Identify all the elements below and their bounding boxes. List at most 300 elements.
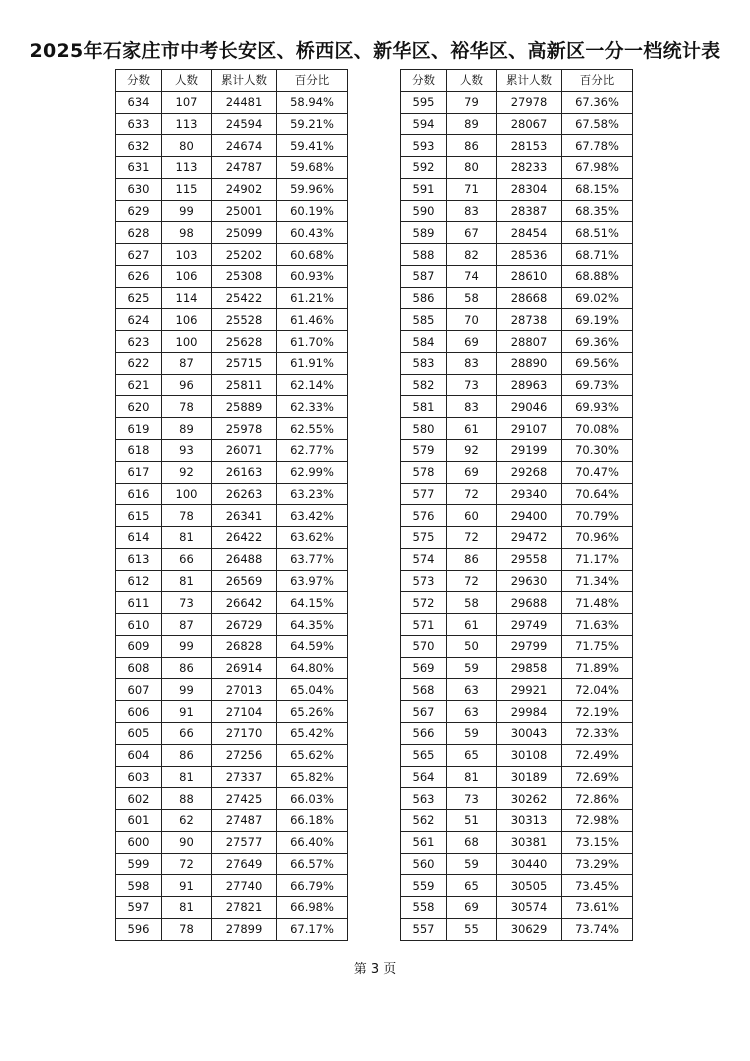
table-row <box>116 744 348 766</box>
cell-cumulative: 29268 <box>497 461 562 483</box>
cell-percentage: 72.04% <box>562 679 633 701</box>
cell-score: 593 <box>401 135 447 157</box>
cell-count: 73 <box>447 374 497 396</box>
cell-count: 69 <box>447 461 497 483</box>
cell-score: 588 <box>401 244 447 266</box>
table-row <box>401 461 633 483</box>
cell-percentage: 69.19% <box>562 309 633 331</box>
table-row <box>401 483 633 505</box>
cell-score: 579 <box>401 440 447 462</box>
cell-count: 93 <box>162 440 212 462</box>
cell-percentage: 69.36% <box>562 331 633 353</box>
cell-percentage: 66.98% <box>277 897 348 919</box>
cell-cumulative: 27425 <box>212 788 277 810</box>
table-row <box>401 135 633 157</box>
cell-count: 72 <box>447 570 497 592</box>
cell-percentage: 62.99% <box>277 461 348 483</box>
cell-percentage: 63.77% <box>277 548 348 570</box>
table-row <box>116 135 348 157</box>
cell-percentage: 72.33% <box>562 722 633 744</box>
table-row <box>401 200 633 222</box>
cell-cumulative: 27256 <box>212 744 277 766</box>
cell-score: 608 <box>116 657 162 679</box>
header-cumulative: 累计人数 <box>497 70 562 92</box>
cell-count: 98 <box>162 222 212 244</box>
cell-count: 90 <box>162 831 212 853</box>
table-row <box>116 766 348 788</box>
table-row <box>401 396 633 418</box>
cell-score: 591 <box>401 178 447 200</box>
cell-count: 80 <box>162 135 212 157</box>
cell-count: 78 <box>162 396 212 418</box>
cell-score: 559 <box>401 875 447 897</box>
cell-percentage: 70.96% <box>562 527 633 549</box>
cell-percentage: 72.49% <box>562 744 633 766</box>
cell-count: 72 <box>447 483 497 505</box>
cell-percentage: 69.73% <box>562 374 633 396</box>
cell-percentage: 69.56% <box>562 352 633 374</box>
cell-score: 595 <box>401 91 447 113</box>
cell-percentage: 71.34% <box>562 570 633 592</box>
cell-cumulative: 28153 <box>497 135 562 157</box>
cell-count: 113 <box>162 157 212 179</box>
cell-cumulative: 28067 <box>497 113 562 135</box>
cell-score: 592 <box>401 157 447 179</box>
cell-percentage: 71.17% <box>562 548 633 570</box>
cell-cumulative: 25628 <box>212 331 277 353</box>
cell-score: 604 <box>116 744 162 766</box>
cell-score: 587 <box>401 265 447 287</box>
cell-cumulative: 30505 <box>497 875 562 897</box>
cell-cumulative: 25889 <box>212 396 277 418</box>
cell-cumulative: 28536 <box>497 244 562 266</box>
cell-cumulative: 27649 <box>212 853 277 875</box>
cell-cumulative: 26071 <box>212 440 277 462</box>
cell-cumulative: 28963 <box>497 374 562 396</box>
cell-score: 590 <box>401 200 447 222</box>
cell-count: 66 <box>162 548 212 570</box>
header-count: 人数 <box>162 70 212 92</box>
cell-count: 65 <box>447 875 497 897</box>
cell-cumulative: 27013 <box>212 679 277 701</box>
cell-count: 106 <box>162 309 212 331</box>
table-row <box>401 440 633 462</box>
cell-count: 61 <box>447 418 497 440</box>
cell-count: 51 <box>447 810 497 832</box>
table-row <box>401 592 633 614</box>
cell-count: 59 <box>447 853 497 875</box>
cell-count: 69 <box>447 897 497 919</box>
cell-percentage: 66.18% <box>277 810 348 832</box>
cell-count: 86 <box>447 135 497 157</box>
cell-count: 88 <box>162 788 212 810</box>
table-row <box>116 200 348 222</box>
cell-cumulative: 28738 <box>497 309 562 331</box>
cell-cumulative: 27487 <box>212 810 277 832</box>
cell-cumulative: 30262 <box>497 788 562 810</box>
cell-cumulative: 29688 <box>497 592 562 614</box>
cell-cumulative: 29749 <box>497 614 562 636</box>
cell-cumulative: 29107 <box>497 418 562 440</box>
cell-count: 81 <box>162 766 212 788</box>
cell-percentage: 65.62% <box>277 744 348 766</box>
cell-score: 563 <box>401 788 447 810</box>
table-row <box>116 483 348 505</box>
cell-count: 70 <box>447 309 497 331</box>
cell-cumulative: 29858 <box>497 657 562 679</box>
cell-score: 631 <box>116 157 162 179</box>
cell-cumulative: 25811 <box>212 374 277 396</box>
cell-count: 73 <box>447 788 497 810</box>
cell-count: 100 <box>162 331 212 353</box>
cell-score: 630 <box>116 178 162 200</box>
table-row <box>401 331 633 353</box>
table-header-row <box>401 70 633 92</box>
cell-cumulative: 30574 <box>497 897 562 919</box>
cell-cumulative: 27821 <box>212 897 277 919</box>
table-row <box>401 722 633 744</box>
cell-score: 625 <box>116 287 162 309</box>
cell-count: 67 <box>447 222 497 244</box>
cell-percentage: 66.57% <box>277 853 348 875</box>
table-row <box>116 265 348 287</box>
table-row <box>401 635 633 657</box>
cell-percentage: 72.69% <box>562 766 633 788</box>
cell-percentage: 73.29% <box>562 853 633 875</box>
table-row <box>116 592 348 614</box>
cell-cumulative: 29558 <box>497 548 562 570</box>
cell-cumulative: 29340 <box>497 483 562 505</box>
cell-percentage: 73.15% <box>562 831 633 853</box>
cell-score: 569 <box>401 657 447 679</box>
cell-cumulative: 27337 <box>212 766 277 788</box>
cell-count: 81 <box>162 527 212 549</box>
cell-cumulative: 30189 <box>497 766 562 788</box>
table-row <box>116 505 348 527</box>
cell-count: 113 <box>162 113 212 135</box>
cell-score: 606 <box>116 701 162 723</box>
cell-score: 583 <box>401 352 447 374</box>
cell-score: 610 <box>116 614 162 636</box>
cell-score: 628 <box>116 222 162 244</box>
table-row <box>401 918 633 940</box>
cell-cumulative: 25422 <box>212 287 277 309</box>
cell-percentage: 58.94% <box>277 91 348 113</box>
cell-score: 586 <box>401 287 447 309</box>
cell-percentage: 63.97% <box>277 570 348 592</box>
header-percentage: 百分比 <box>277 70 348 92</box>
cell-cumulative: 25099 <box>212 222 277 244</box>
cell-cumulative: 29630 <box>497 570 562 592</box>
cell-count: 62 <box>162 810 212 832</box>
cell-cumulative: 30108 <box>497 744 562 766</box>
cell-cumulative: 30629 <box>497 918 562 940</box>
cell-score: 603 <box>116 766 162 788</box>
cell-cumulative: 26729 <box>212 614 277 636</box>
cell-cumulative: 27577 <box>212 831 277 853</box>
table-row <box>116 244 348 266</box>
cell-count: 50 <box>447 635 497 657</box>
cell-percentage: 73.45% <box>562 875 633 897</box>
table-row <box>401 701 633 723</box>
cell-percentage: 71.89% <box>562 657 633 679</box>
table-row <box>401 788 633 810</box>
cell-percentage: 60.93% <box>277 265 348 287</box>
cell-count: 74 <box>447 265 497 287</box>
cell-cumulative: 26828 <box>212 635 277 657</box>
cell-score: 607 <box>116 679 162 701</box>
cell-count: 86 <box>447 548 497 570</box>
table-row <box>116 396 348 418</box>
table-row <box>401 853 633 875</box>
cell-cumulative: 29472 <box>497 527 562 549</box>
score-table-left <box>115 69 348 941</box>
cell-score: 561 <box>401 831 447 853</box>
cell-score: 617 <box>116 461 162 483</box>
cell-score: 567 <box>401 701 447 723</box>
cell-cumulative: 25308 <box>212 265 277 287</box>
cell-percentage: 72.98% <box>562 810 633 832</box>
cell-percentage: 64.35% <box>277 614 348 636</box>
cell-score: 627 <box>116 244 162 266</box>
table-row <box>116 331 348 353</box>
cell-score: 574 <box>401 548 447 570</box>
cell-score: 626 <box>116 265 162 287</box>
table-row <box>116 461 348 483</box>
cell-cumulative: 24787 <box>212 157 277 179</box>
cell-percentage: 71.63% <box>562 614 633 636</box>
cell-count: 55 <box>447 918 497 940</box>
page-number: 第 3 页 <box>353 962 397 977</box>
table-row <box>401 157 633 179</box>
cell-count: 63 <box>447 701 497 723</box>
table-row <box>401 352 633 374</box>
cell-count: 115 <box>162 178 212 200</box>
cell-score: 605 <box>116 722 162 744</box>
cell-percentage: 60.43% <box>277 222 348 244</box>
cell-percentage: 66.03% <box>277 788 348 810</box>
cell-cumulative: 28610 <box>497 265 562 287</box>
cell-count: 89 <box>162 418 212 440</box>
cell-score: 558 <box>401 897 447 919</box>
table-row <box>401 505 633 527</box>
table-row <box>116 352 348 374</box>
cell-count: 92 <box>447 440 497 462</box>
cell-count: 82 <box>447 244 497 266</box>
cell-percentage: 62.77% <box>277 440 348 462</box>
cell-count: 78 <box>162 505 212 527</box>
cell-count: 73 <box>162 592 212 614</box>
cell-cumulative: 27740 <box>212 875 277 897</box>
cell-count: 60 <box>447 505 497 527</box>
cell-cumulative: 29400 <box>497 505 562 527</box>
cell-count: 72 <box>162 853 212 875</box>
cell-cumulative: 28233 <box>497 157 562 179</box>
cell-percentage: 64.15% <box>277 592 348 614</box>
cell-score: 612 <box>116 570 162 592</box>
cell-cumulative: 29984 <box>497 701 562 723</box>
cell-percentage: 61.21% <box>277 287 348 309</box>
cell-percentage: 65.82% <box>277 766 348 788</box>
table-row <box>116 853 348 875</box>
cell-percentage: 67.58% <box>562 113 633 135</box>
cell-percentage: 71.75% <box>562 635 633 657</box>
cell-cumulative: 28454 <box>497 222 562 244</box>
cell-percentage: 68.51% <box>562 222 633 244</box>
table-row <box>401 244 633 266</box>
table-row <box>401 570 633 592</box>
cell-count: 71 <box>447 178 497 200</box>
cell-count: 61 <box>447 614 497 636</box>
table-row <box>116 548 348 570</box>
table-row <box>401 374 633 396</box>
cell-score: 629 <box>116 200 162 222</box>
cell-score: 613 <box>116 548 162 570</box>
table-row <box>401 679 633 701</box>
cell-percentage: 70.30% <box>562 440 633 462</box>
cell-score: 618 <box>116 440 162 462</box>
table-row <box>401 657 633 679</box>
cell-percentage: 66.40% <box>277 831 348 853</box>
cell-cumulative: 29921 <box>497 679 562 701</box>
cell-count: 91 <box>162 875 212 897</box>
cell-count: 89 <box>447 113 497 135</box>
cell-count: 103 <box>162 244 212 266</box>
cell-percentage: 60.19% <box>277 200 348 222</box>
cell-score: 634 <box>116 91 162 113</box>
cell-percentage: 64.59% <box>277 635 348 657</box>
cell-count: 59 <box>447 657 497 679</box>
cell-percentage: 65.42% <box>277 722 348 744</box>
table-row <box>116 157 348 179</box>
cell-score: 571 <box>401 614 447 636</box>
cell-count: 99 <box>162 200 212 222</box>
cell-count: 86 <box>162 744 212 766</box>
cell-cumulative: 27978 <box>497 91 562 113</box>
cell-count: 100 <box>162 483 212 505</box>
table-row <box>116 875 348 897</box>
table-row <box>116 635 348 657</box>
table-row <box>116 570 348 592</box>
cell-count: 87 <box>162 352 212 374</box>
cell-percentage: 61.70% <box>277 331 348 353</box>
cell-count: 66 <box>162 722 212 744</box>
table-row <box>116 374 348 396</box>
cell-percentage: 69.93% <box>562 396 633 418</box>
table-row <box>401 766 633 788</box>
cell-score: 619 <box>116 418 162 440</box>
cell-count: 58 <box>447 287 497 309</box>
table-row <box>401 265 633 287</box>
cell-score: 581 <box>401 396 447 418</box>
table-row <box>116 287 348 309</box>
page-title: 2025年石家庄市中考长安区、桥西区、新华区、裕华区、高新区一分一档统计表 <box>29 40 721 62</box>
cell-cumulative: 24902 <box>212 178 277 200</box>
cell-cumulative: 30381 <box>497 831 562 853</box>
cell-score: 577 <box>401 483 447 505</box>
cell-count: 65 <box>447 744 497 766</box>
cell-score: 562 <box>401 810 447 832</box>
cell-score: 589 <box>401 222 447 244</box>
header-count: 人数 <box>447 70 497 92</box>
table-row <box>116 418 348 440</box>
cell-cumulative: 24481 <box>212 91 277 113</box>
cell-score: 622 <box>116 352 162 374</box>
cell-count: 91 <box>162 701 212 723</box>
cell-percentage: 67.98% <box>562 157 633 179</box>
cell-count: 79 <box>447 91 497 113</box>
cell-count: 106 <box>162 265 212 287</box>
cell-percentage: 67.78% <box>562 135 633 157</box>
table-row <box>401 810 633 832</box>
cell-score: 602 <box>116 788 162 810</box>
cell-cumulative: 27104 <box>212 701 277 723</box>
cell-score: 598 <box>116 875 162 897</box>
cell-count: 81 <box>162 897 212 919</box>
cell-cumulative: 27899 <box>212 918 277 940</box>
table-row <box>116 309 348 331</box>
cell-count: 83 <box>447 396 497 418</box>
cell-percentage: 72.86% <box>562 788 633 810</box>
table-row <box>401 548 633 570</box>
cell-percentage: 59.68% <box>277 157 348 179</box>
cell-count: 83 <box>447 200 497 222</box>
cell-percentage: 70.47% <box>562 461 633 483</box>
cell-cumulative: 24674 <box>212 135 277 157</box>
cell-percentage: 63.23% <box>277 483 348 505</box>
cell-count: 80 <box>447 157 497 179</box>
table-row <box>116 222 348 244</box>
cell-percentage: 65.04% <box>277 679 348 701</box>
cell-score: 585 <box>401 309 447 331</box>
cell-percentage: 59.41% <box>277 135 348 157</box>
cell-score: 621 <box>116 374 162 396</box>
cell-percentage: 71.48% <box>562 592 633 614</box>
table-row <box>401 875 633 897</box>
cell-score: 566 <box>401 722 447 744</box>
cell-percentage: 63.62% <box>277 527 348 549</box>
cell-cumulative: 25978 <box>212 418 277 440</box>
cell-cumulative: 26569 <box>212 570 277 592</box>
cell-cumulative: 25001 <box>212 200 277 222</box>
table-row <box>116 91 348 113</box>
cell-score: 578 <box>401 461 447 483</box>
cell-count: 114 <box>162 287 212 309</box>
table-row <box>401 418 633 440</box>
cell-percentage: 66.79% <box>277 875 348 897</box>
cell-score: 594 <box>401 113 447 135</box>
cell-cumulative: 30440 <box>497 853 562 875</box>
cell-count: 107 <box>162 91 212 113</box>
cell-percentage: 61.46% <box>277 309 348 331</box>
table-row <box>116 810 348 832</box>
cell-percentage: 73.74% <box>562 918 633 940</box>
cell-count: 87 <box>162 614 212 636</box>
cell-cumulative: 24594 <box>212 113 277 135</box>
table-row <box>116 178 348 200</box>
table-row <box>116 679 348 701</box>
header-score: 分数 <box>401 70 447 92</box>
cell-count: 99 <box>162 635 212 657</box>
table-row <box>116 614 348 636</box>
table-row <box>116 788 348 810</box>
cell-percentage: 68.71% <box>562 244 633 266</box>
table-row <box>116 701 348 723</box>
cell-score: 580 <box>401 418 447 440</box>
cell-score: 596 <box>116 918 162 940</box>
table-row <box>401 744 633 766</box>
cell-percentage: 63.42% <box>277 505 348 527</box>
